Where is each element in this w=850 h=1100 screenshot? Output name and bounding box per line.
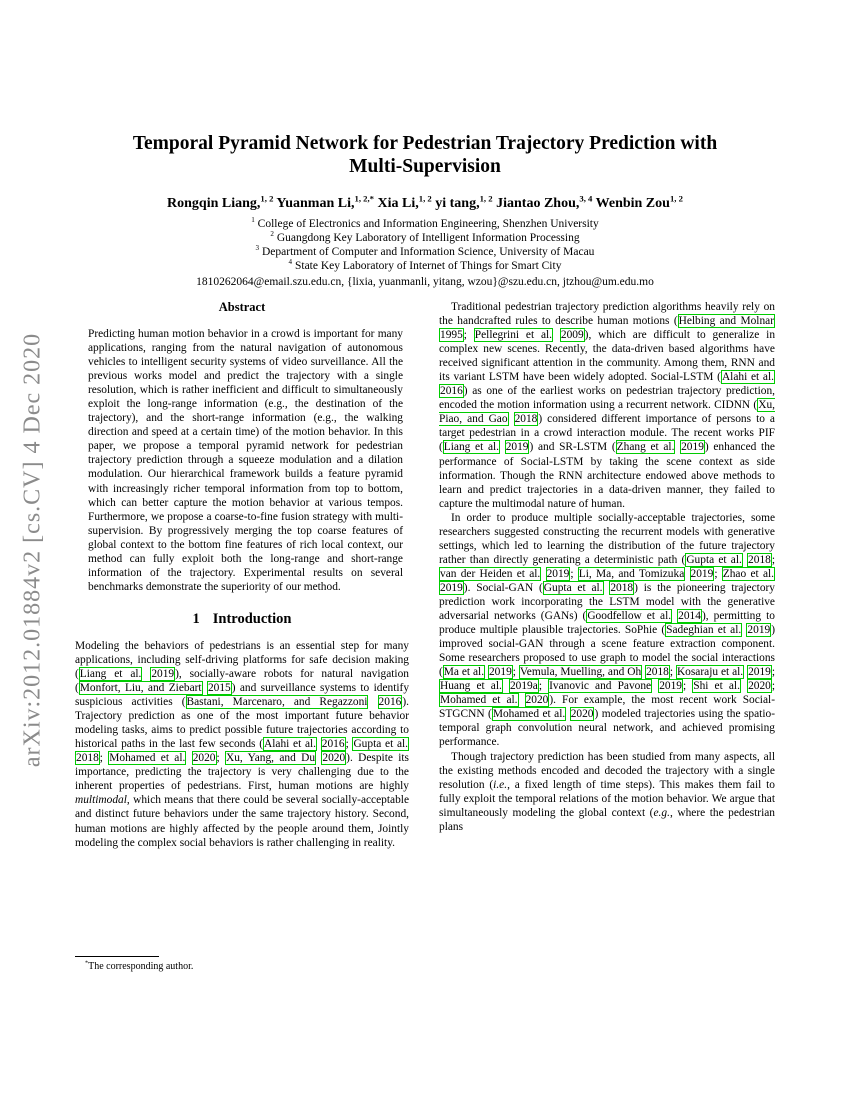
italic-text: multimodal [75,794,127,807]
citation-link[interactable]: 2020 [525,694,549,707]
citation-link[interactable]: Mohamed et al. [492,708,566,721]
citation-link[interactable]: 2019 [748,666,771,679]
arxiv-watermark: arXiv:2012.01884v2 [cs.CV] 4 Dec 2020 [19,332,46,768]
citation-link[interactable]: 2018 [76,752,99,765]
superscript: * [85,959,89,967]
citation-link[interactable]: 2019 [681,441,704,454]
affiliation-line: $^1$ College of Electronics and Information Engineering, Shenzhen University [251,216,599,230]
right-column [439,300,775,834]
citation-link[interactable]: 2019 [440,581,463,594]
citation-link[interactable]: Liang et al. [443,441,500,454]
citation-link[interactable]: Zhang et al. [616,441,675,454]
citation-link[interactable]: Ivanovic and Pavone [549,680,652,693]
superscript: 1, 2 [418,193,432,204]
italic-text: i.e. [493,778,508,791]
footnote-rule [75,956,159,957]
abstract-heading: Abstract [218,300,266,314]
citation-link[interactable]: 2020 [192,752,216,765]
superscript: 2 [270,230,274,239]
citation-link[interactable]: 2019 [505,441,529,454]
paper-title: Temporal Pyramid Network for Pedestrian Trajectory Prediction with Multi-Supervision [132,133,718,177]
section-title: Introduction [212,610,292,627]
citation-link[interactable]: 2014 [678,610,701,623]
footnote-text: *The corresponding author. [85,959,194,972]
citation-link[interactable]: Zhao et al. [722,567,775,580]
citation-link[interactable]: Mohamed et al. [440,694,518,707]
superscript: 4 [288,258,293,267]
superscript: 1 [251,216,255,225]
citation-link[interactable]: 2019 [690,567,714,580]
citation-link[interactable]: 2018 [646,666,669,679]
body-paragraph: In order to produce multiple socially-acceptable trajectories, some researchers suggested constructing the recurrent models with generative settings, which led to learning the distribution of the future trajectory rather than directly generating a deterministic path (Gupta et al. 2018; van der Heiden et al. 2019; Li, Ma, and Tomizuka 2019; Zhao et al. 2019). Social-GAN (Gupta et al. 2018) is the pioneering trajectory prediction work incorporating the LSTM model with the generative adversarial networks (GANs) (Goodfellow et al. 2014), permitting to produce multiple plausible trajectories. SoPhie (Sadeghian et al. 2019) improved social-GAN through a scene feature extraction component. Some researchers proposed to use graph to model the social interactions (Ma et al. 2019; Vemula, Muelling, and Oh 2018; Kosaraju et al. 2019; Huang et al. 2019a; Ivanovic and Pavone 2019; Shi et al. 2020; Mohamed et al. 2020). For example, the most recent work Social-STGCNN (Mohamed et al. 2020) modeled trajectories using the spatio-temporal graph convolution neural network, and achieved promising performance. [439,511,776,749]
citation-link[interactable]: Vemula, Muelling, and Oh [519,666,642,679]
citation-link[interactable]: Mohamed et al. [109,752,186,765]
superscript: 3, 4 [579,193,593,204]
body-paragraph: Traditional pedestrian trajectory prediction algorithms heavily rely on the handcrafted rules to describe human motions (Helbing and Molnar 1995; Pellegrini et al. 2009), which are difficult to generalize in complex new scenes. Recently, the data-driven based algorithms have received significant attention in the community. Among them, RNN and its variant LSTM have been widely adopted. Social-LSTM (Alahi et al. 2016) as one of the earliest works on pedestrian trajectory prediction, encoded the motion information using a recurrent network. CIDNN (Xu, Piao, and Gao 2018) considered different importance of persons to a target pedestrian in a crowd interaction module. The recent works PIF (Liang et al. 2019) and SR-LSTM (Zhang et al. 2019) enhanced the performance of Social-LSTM by taking the scene context as side information. Though the RNN architecture endowed above methods to learn and predict trajectories in a data-driven manner, they failed to capture the multimodal nature of human. [439,301,776,510]
citation-link[interactable]: 2020 [570,708,594,721]
footnote [75,956,409,973]
citation-link[interactable]: Li, Ma, and Tomizuka [578,567,685,580]
introduction-heading [75,611,409,628]
citation-link[interactable]: Kosaraju et al. [676,666,744,679]
superscript: 1, 2,* [354,193,374,204]
citation-link[interactable]: Ma et al. [443,666,485,679]
affiliation-line: $^2$ Guangdong Key Laboratory of Intelligent Information Processing [270,230,580,244]
citation-link[interactable]: Xu, Yang, and Du [225,752,316,765]
authors-line: Rongqin Liang,$^{1, 2}$ Yuanman Li,$^{1, 2,*}$ Xia Li,$^{1, 2}$ yi tang,$^{1, 2}$ Jiantao Zhou,$^{3, 4}$ Wenbin Zou$^{1, 2}$ [167,193,683,211]
citation-link[interactable]: 2019 [151,667,175,680]
citation-link[interactable]: 2016 [321,738,345,751]
affiliation-line: $^4$ State Key Laboratory of Internet of Things for Smart City [288,258,562,272]
citation-link[interactable]: Sadeghian et al. [666,624,742,637]
citation-link[interactable]: Pellegrini et al. [474,329,553,342]
emails-line: 1810262064@email.szu.edu.cn, {lixia, yuanmanli, yitang, wzou}@szu.edu.cn, jtzhou@um.edu.mo [196,276,654,288]
body-paragraph: Though trajectory prediction has been studied from many aspects, all the existing methods encoded and decoded the trajectory with a single resolution (i.e., a fixed length of time steps). This makes them fail to fully exploit the temporal relations of the motion behavior. We argue that simultaneously modeling the global context (e.g., where the pedestrian plans [439,750,775,833]
citation-link[interactable]: 2015 [207,682,231,695]
citation-link[interactable]: Alahi et al. [264,738,317,751]
citation-link[interactable]: Goodfellow et al. [587,610,672,623]
citation-link[interactable]: 2016 [440,385,463,398]
section-number: 1 [192,610,200,627]
paper-header [0,133,850,289]
citation-link[interactable]: 2009 [560,329,584,342]
citation-link[interactable]: Huang et al. [440,680,502,693]
citation-link[interactable]: 2020 [322,752,346,765]
citation-link[interactable]: Gupta et al. [353,738,409,751]
citation-link[interactable]: van der Heiden et al. [440,567,541,580]
citation-link[interactable]: Shi et al. [693,680,740,693]
citation-link[interactable]: 2019 [659,680,682,693]
affiliations-block [0,217,850,273]
citation-link[interactable]: Bastani, Marcenaro, and Regazzoni [186,696,368,709]
citation-link[interactable]: 1995 [440,329,463,342]
citation-link[interactable]: Monfort, Liu, and Ziebart [79,682,202,695]
citation-link[interactable]: 2019 [747,624,771,637]
affiliation-line: $^3$ Department of Computer and Information Science, University of Macau [255,244,595,258]
citation-link[interactable]: Xu, Piao, and Gao [439,399,775,426]
citation-link[interactable]: 2018 [514,413,538,426]
citation-link[interactable]: 2019 [546,567,570,580]
citation-link[interactable]: 2019a [509,680,538,693]
citation-link[interactable]: Alahi et al. [721,371,774,384]
citation-link[interactable]: 2019 [488,666,512,679]
superscript: 3 [255,244,260,253]
citation-link[interactable]: Gupta et al. [686,553,742,566]
citation-link[interactable]: 2018 [610,581,634,594]
citation-link[interactable]: 2018 [748,553,771,566]
citation-link[interactable]: Liang et al. [79,667,142,680]
citation-link[interactable]: 2020 [748,680,771,693]
superscript: 1, 2 [669,193,683,204]
citation-link[interactable]: Gupta et al. [543,581,603,594]
abstract-text: Predicting human motion behavior in a crowd is important for many applications, ranging from the natural navigation of autonomous vehicles to intelligent security systems of video surveillance. All the previous works model and predict the trajectory with a single resolution, which is rather inefficient and difficult to simultaneously exploit the long-range information (e.g., the destination of the trajectory), and the short-range information (e.g., the walking direction and speed at a certain time) of the motion behavior. In this paper, we propose a temporal pyramid network for pedestrian trajectory prediction through a squeeze modulation and a dilation modulation. Our hierarchical framework builds a feature pyramid with increasingly richer temporal information from top to bottom, which can better capture the motion behavior at various tempos. Furthermore, we propose a coarse-to-fine fusion strategy with multi-supervision. By progressively merging the top coarse features of global context to the bottom fine features of rich local context, our method can fully exploit both the long-range and short-range information of the trajectory. Experimental results on several benchmarks demonstrate the superiority of our method. [88,328,403,593]
italic-text: e.g. [653,806,670,819]
introduction-paragraph: Modeling the behaviors of pedestrians is an essential step for many applications, including self-driving platforms for safe decision making (Liang et al. 2019), socially-aware robots for natural navigation (Monfort, Liu, and Ziebart 2015) and surveillance systems to identify suspicious activities (Bastani, Marcenaro, and Regazzoni 2016). Trajectory prediction as one of the most important future behavior modeling tasks, aims to predict possible future trajectories according to historical paths in the last few seconds (Alahi et al. 2016; Gupta et al. 2018; Mohamed et al. 2020; Xu, Yang, and Du 2020). Despite its importance, predicting the trajectory is very challenging due to the inherent properties of pedestrians. First, human motions are highly multimodal, which means that there could be several socially-acceptable and distinct future behaviors under the same trajectory history. Second, human motions are highly affected by the people around them, Jointly modeling the complex social behaviors is rather challenging in reality. [75,639,410,849]
citation-link[interactable]: 2016 [378,696,402,709]
superscript: 1, 2 [260,193,274,204]
citation-link[interactable]: Helbing and Molnar [678,315,774,328]
superscript: 1, 2 [479,193,493,204]
left-column [75,300,409,850]
